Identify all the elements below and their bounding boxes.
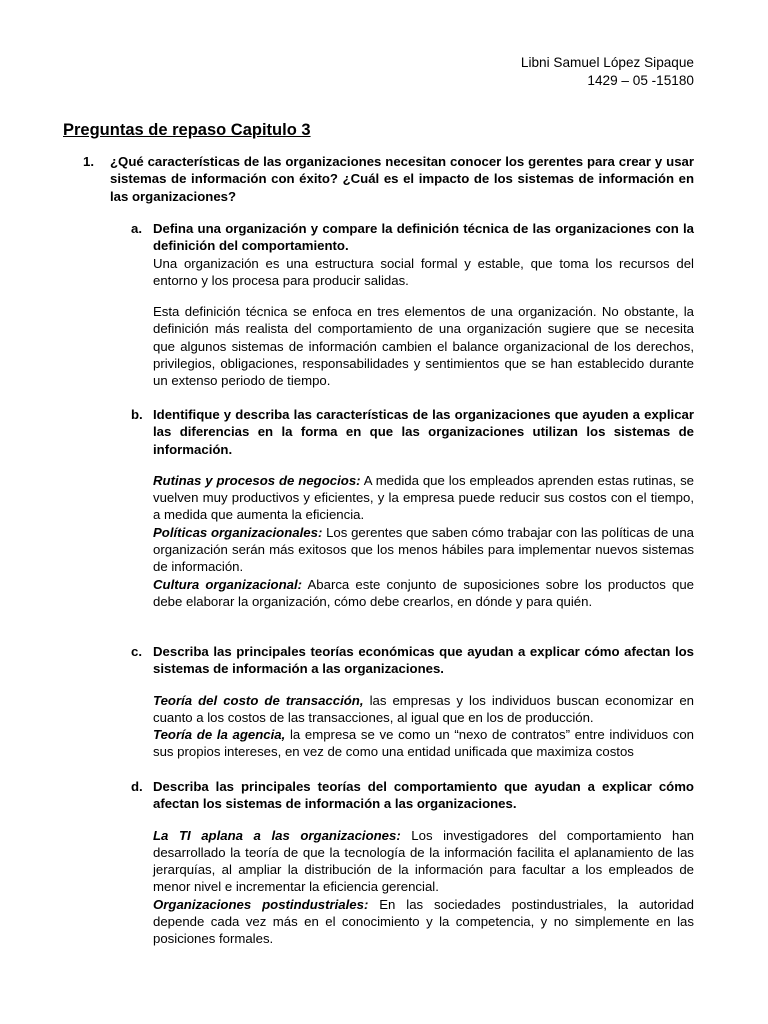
paragraph bbox=[153, 472, 694, 524]
author-id: 1429 – 05 -15180 bbox=[587, 73, 694, 88]
paragraph: Esta definición técnica se enfoca en tres elementos de una organización. No obstante, la definición más realista del comportamiento de una organización sugiere que se necesita que algunos sistemas de información cambien el balance organizacional de los derechos, privilegios, obligaciones, responsabilidades y sentimientos que se han establecido durante un extenso periodo de tiempo. bbox=[153, 304, 694, 389]
paragraph bbox=[153, 524, 694, 576]
item-letter: d. bbox=[131, 779, 143, 794]
question-text: ¿Qué características de las organizaciones necesitan conocer los gerentes para crear y usar sistemas de información con éxito? ¿Cuál es el impacto de los sistemas de información en las organizaciones? bbox=[110, 154, 694, 204]
author-block bbox=[521, 54, 694, 90]
item-body bbox=[153, 813, 694, 948]
item-heading: Describa las principales teorías del comportamiento que ayudan a explicar cómo afectan los sistemas de información a las organizaciones. bbox=[153, 779, 694, 812]
item-body bbox=[153, 678, 694, 761]
item-letter: b. bbox=[131, 407, 143, 422]
paragraph bbox=[153, 896, 694, 948]
paragraph bbox=[153, 726, 694, 761]
term: La TI aplana a las organizaciones: bbox=[153, 827, 401, 843]
item-body bbox=[153, 255, 694, 390]
paragraph: Una organización es una estructura social formal y estable, que toma los recursos del entorno y los procesa para producir salidas. bbox=[153, 255, 694, 288]
item-body bbox=[153, 458, 694, 610]
term: Políticas organizacionales: bbox=[153, 524, 323, 540]
item-heading: Defina una organización y compare la definición técnica de las organizaciones con la definición del comportamiento. bbox=[153, 221, 694, 254]
question-1 bbox=[83, 153, 694, 205]
term-description: Los investigadores del comportamiento han desarrollado la teoría de que la tecnología de la información facilita el aplanamiento de las jerarquías, al ampliar la distribución de la información para facultar a los empleados de menor nivel e incrementar la eficiencia gerencial. bbox=[153, 827, 694, 895]
question-number: 1. bbox=[83, 154, 94, 169]
page-title: Preguntas de repaso Capitulo 3 bbox=[63, 121, 311, 139]
list-item-c bbox=[131, 643, 694, 761]
term-description: Los gerentes que saben cómo trabajar con las políticas de una organización serán más exitosos que los menos hábiles para implementar nuevos sistemas de información. bbox=[153, 524, 694, 575]
list-item-b bbox=[131, 406, 694, 610]
item-letter: c. bbox=[131, 644, 142, 659]
term-description: A medida que los empleados aprenden estas rutinas, se vuelven muy productivos y eficientes, y la empresa puede reducir sus costos con el tiempo, a medida que aumenta la eficiencia. bbox=[153, 472, 695, 523]
author-name: Libni Samuel López Sipaque bbox=[520, 55, 694, 70]
term: Cultura organizacional: bbox=[153, 576, 303, 592]
item-letter: a. bbox=[131, 221, 142, 236]
paragraph bbox=[153, 827, 694, 896]
item-heading: Describa las principales teorías económicas que ayudan a explicar cómo afectan los sistemas de información a las organizaciones. bbox=[153, 644, 694, 677]
term-description: la empresa se ve como un “nexo de contratos” entre individuos con sus propios intereses, en vez de como una entidad unificada que maximiza costos bbox=[153, 727, 694, 760]
term-description: En las sociedades postindustriales, la autoridad depende cada vez más en el conocimiento y la competencia, y no simplemente en las posiciones formales. bbox=[153, 896, 694, 947]
term-description: Abarca este conjunto de suposiciones sobre los productos que debe elaborar la organización, cómo debe crearlos, en dónde y para quién. bbox=[153, 576, 694, 609]
term: Teoría de la agencia, bbox=[153, 727, 286, 743]
paragraph bbox=[153, 692, 694, 727]
item-heading: Identifique y describa las características de las organizaciones que ayuden a explicar las diferencias en la forma en que las organizaciones utilizan los sistemas de información. bbox=[153, 407, 694, 457]
term: Organizaciones postindustriales: bbox=[153, 896, 369, 912]
term: Rutinas y procesos de negocios: bbox=[153, 472, 361, 488]
list-item-d bbox=[131, 778, 694, 948]
paragraph bbox=[153, 576, 694, 611]
list-item-a bbox=[131, 220, 694, 390]
term-description: las empresas y los individuos buscan economizar en cuanto a los costos de las transacciones, al igual que en los de producción. bbox=[153, 692, 695, 725]
term: Teoría del costo de transacción, bbox=[153, 692, 364, 708]
